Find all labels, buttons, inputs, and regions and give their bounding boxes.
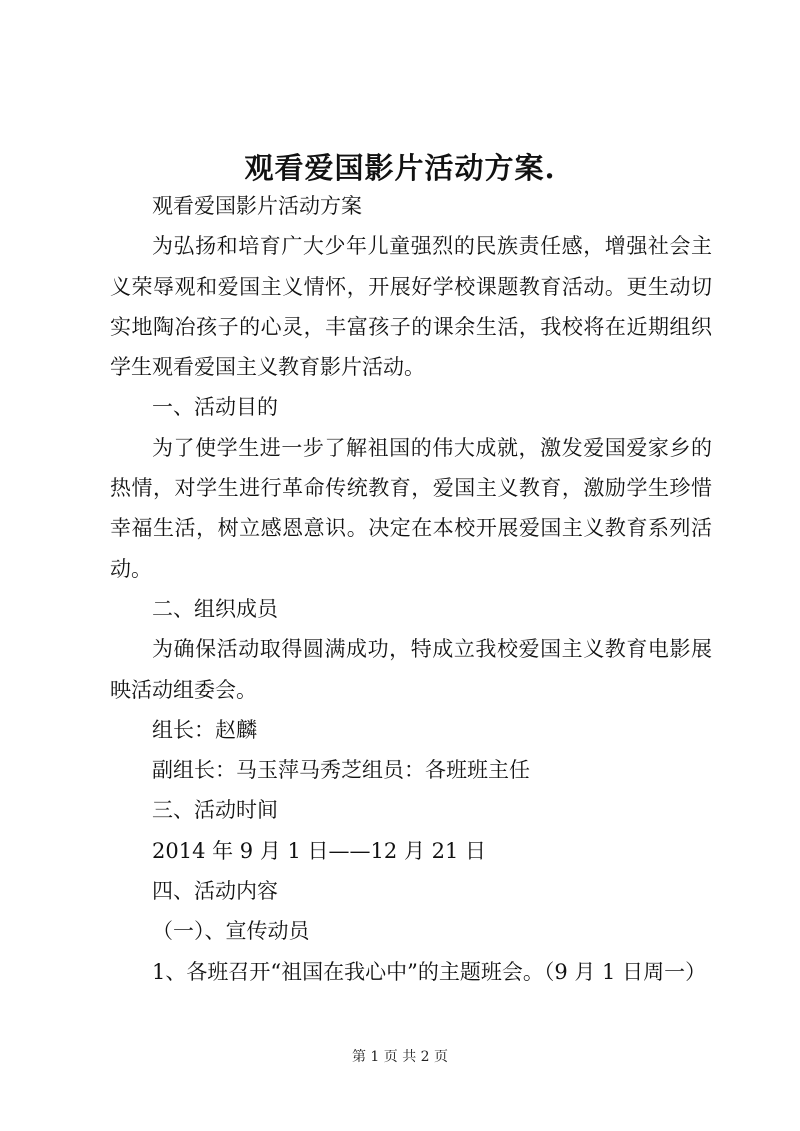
- intro-paragraph: 为弘扬和培育广大少年儿童强烈的民族责任感，增强社会主义荣辱观和爱国主义情怀，开展好学校课题教育活动。更生动切实地陶冶孩子的心灵，丰富孩子的课余生活，我校将在近期组织学生观看爱国主义教育影片活动。: [110, 234, 712, 380]
- document-title: 观看爱国影片活动方案.: [244, 151, 556, 185]
- section-heading-time: 三、活动时间: [152, 798, 278, 823]
- page-number: 第 1 页 共 2 页: [351, 1049, 449, 1065]
- section-heading-content: 四、活动内容: [152, 879, 278, 904]
- subtitle-paragraph: 观看爱国影片活动方案: [152, 194, 362, 218]
- time-line: 2014 年 9 月 1 日——12 月 21 日: [152, 838, 487, 863]
- leader-line: 组长：赵麟: [152, 717, 257, 742]
- section-heading-purpose: 一、活动目的: [152, 395, 278, 420]
- section-heading-members: 二、组织成员: [152, 596, 278, 621]
- subsection-heading-publicity: （一）、宣传动员: [152, 919, 310, 944]
- members-paragraph: 为确保活动取得圆满成功，特成立我校爱国主义教育电影展映活动组委会。: [110, 637, 712, 702]
- list-item: 1、各班召开“祖国在我心中”的主题班会。（9 月 1 日周一）: [152, 959, 707, 984]
- purpose-paragraph: 为了使学生进一步了解祖国的伟大成就，激发爱国爱家乡的热情，对学生进行革命传统教育，爱国主义教育，激励学生珍惜幸福生活，树立感恩意识。决定在本校开展爱国主义教育系列活动。: [110, 435, 712, 581]
- deputy-leader-line: 副组长：马玉萍马秀芝组员：各班班主任: [152, 758, 530, 783]
- document-body: [110, 186, 712, 992]
